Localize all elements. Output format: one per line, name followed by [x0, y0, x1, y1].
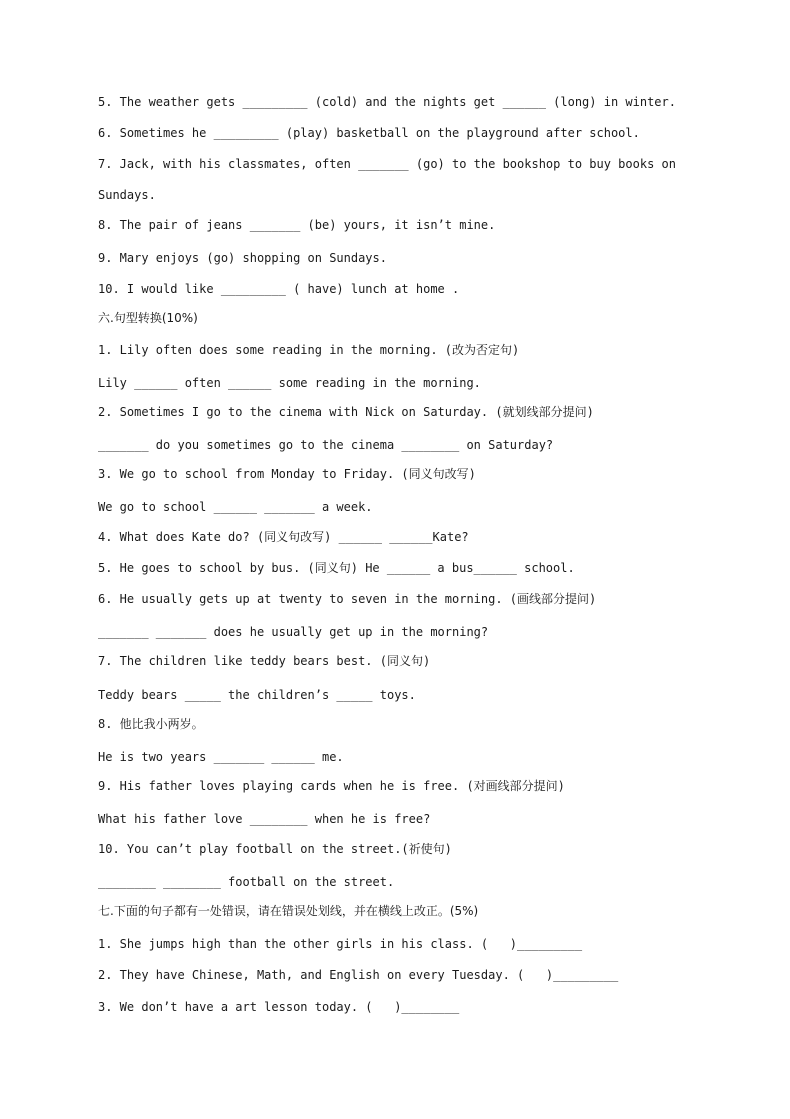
exercise-item-8: 8. The pair of jeans _______ (be) yours, it isn’t mine.: [98, 218, 496, 232]
transform-item-3: 3. We go to school from Monday to Friday. (同义句改写): [98, 467, 476, 481]
exercise-item-9: 9. Mary enjoys (go) shopping on Sundays.: [98, 251, 387, 265]
exercise-item-6: 6. Sometimes he _________ (play) basketball on the playground after school.: [98, 126, 640, 140]
transform-item-10: 10. You can’t play football on the street.(祈使句): [98, 842, 452, 856]
section-seven-heading: 七.下面的句子都有一处错误，请在错误处划线，并在横线上改正。(5%): [98, 904, 479, 918]
exercise-item-5: 5. The weather gets _________ (cold) and the nights get ______ (long) in winter.: [98, 95, 676, 109]
section-six-heading: 六.句型转换(10%): [98, 311, 198, 325]
transform-item-9: 9. His father loves playing cards when he is free. (对画线部分提问): [98, 779, 565, 793]
transform-item-7-answer: Teddy bears _____ the children’s _____ toys.: [98, 688, 416, 702]
transform-item-6: 6. He usually gets up at twenty to seven in the morning. (画线部分提问): [98, 592, 597, 606]
exercise-item-7-cont: Sundays.: [98, 188, 156, 202]
correction-item-2: 2. They have Chinese, Math, and English on every Tuesday. ( )_________: [98, 968, 619, 982]
exercise-item-10: 10. I would like _________ ( have) lunch at home .: [98, 282, 460, 296]
exercise-item-7: 7. Jack, with his classmates, often _______ (go) to the bookshop to buy books on: [98, 157, 676, 171]
transform-item-1: 1. Lily often does some reading in the morning. (改为否定句): [98, 343, 520, 357]
transform-item-9-answer: What his father love ________ when he is free?: [98, 812, 431, 826]
transform-item-7: 7. The children like teddy bears best. (同义句): [98, 654, 431, 668]
transform-item-2: 2. Sometimes I go to the cinema with Nick on Saturday. (就划线部分提问): [98, 405, 594, 419]
correction-item-1: 1. She jumps high than the other girls in his class. ( )_________: [98, 937, 583, 951]
transform-item-1-answer: Lily ______ often ______ some reading in the morning.: [98, 376, 481, 390]
transform-item-5: 5. He goes to school by bus. (同义句) He ______ a bus______ school.: [98, 561, 575, 575]
transform-item-10-answer: ________ ________ football on the street.: [98, 875, 395, 889]
transform-item-4: 4. What does Kate do? (同义句改写) ______ ______Kate?: [98, 530, 469, 544]
transform-item-8: 8. 他比我小两岁。: [98, 717, 204, 731]
transform-item-6-answer: _______ _______ does he usually get up in the morning?: [98, 625, 489, 639]
transform-item-8-answer: He is two years _______ ______ me.: [98, 750, 344, 764]
transform-item-2-answer: _______ do you sometimes go to the cinema ________ on Saturday?: [98, 438, 554, 452]
correction-item-3: 3. We don’t have a art lesson today. ( )________: [98, 1000, 460, 1014]
transform-item-3-answer: We go to school ______ _______ a week.: [98, 500, 373, 514]
